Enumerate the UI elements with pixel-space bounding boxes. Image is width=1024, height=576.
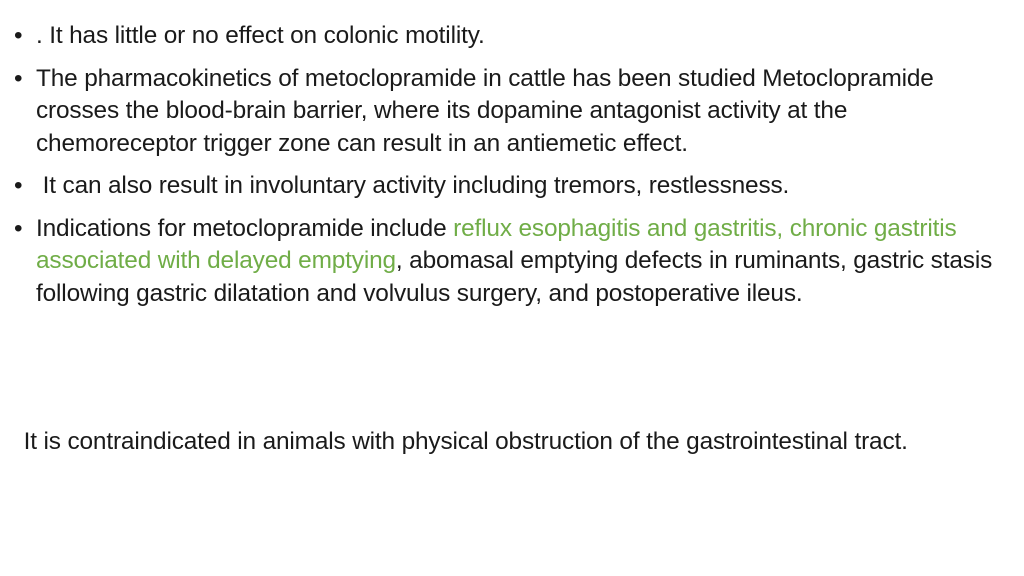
bullet-dot-icon: • xyxy=(14,172,23,199)
bullet-text-after: , abomasal emptying defects in ruminants, gastric stasis following gastric dilatation and volvulus surgery, and postoperative ileus. xyxy=(36,247,993,307)
bullet-text: . It has little or no effect on colonic motility. xyxy=(36,22,485,49)
bullet-colonic-motility xyxy=(14,20,999,53)
bullet-dot-icon: • xyxy=(14,22,23,49)
bullet-text: It can also result in involuntary activity including tremors, restlessness. xyxy=(36,172,790,199)
bullet-dot-icon: • xyxy=(14,64,23,92)
contraindication-text: It is contraindicated in animals with physical obstruction of the gastrointestinal tract. xyxy=(17,428,908,455)
bullet-indications xyxy=(14,213,999,311)
highlighted-indications: reflux esophagitis and gastritis, chronic gastritis associated with delayed emptying xyxy=(36,214,957,274)
bullet-pharmacokinetics xyxy=(14,63,999,161)
bullet-involuntary-activity xyxy=(14,170,999,203)
bullet-text: The pharmacokinetics of metoclopramide in cattle has been studied Metoclopramide crosses the blood-brain barrier, where its dopamine antagonist activity at the chemoreceptor trigger zone can result in an antiemetic effect. xyxy=(36,64,934,157)
bullet-list xyxy=(14,20,999,320)
bullet-text-before: Indications for metoclopramide include xyxy=(36,214,454,242)
bullet-dot-icon: • xyxy=(14,214,23,242)
